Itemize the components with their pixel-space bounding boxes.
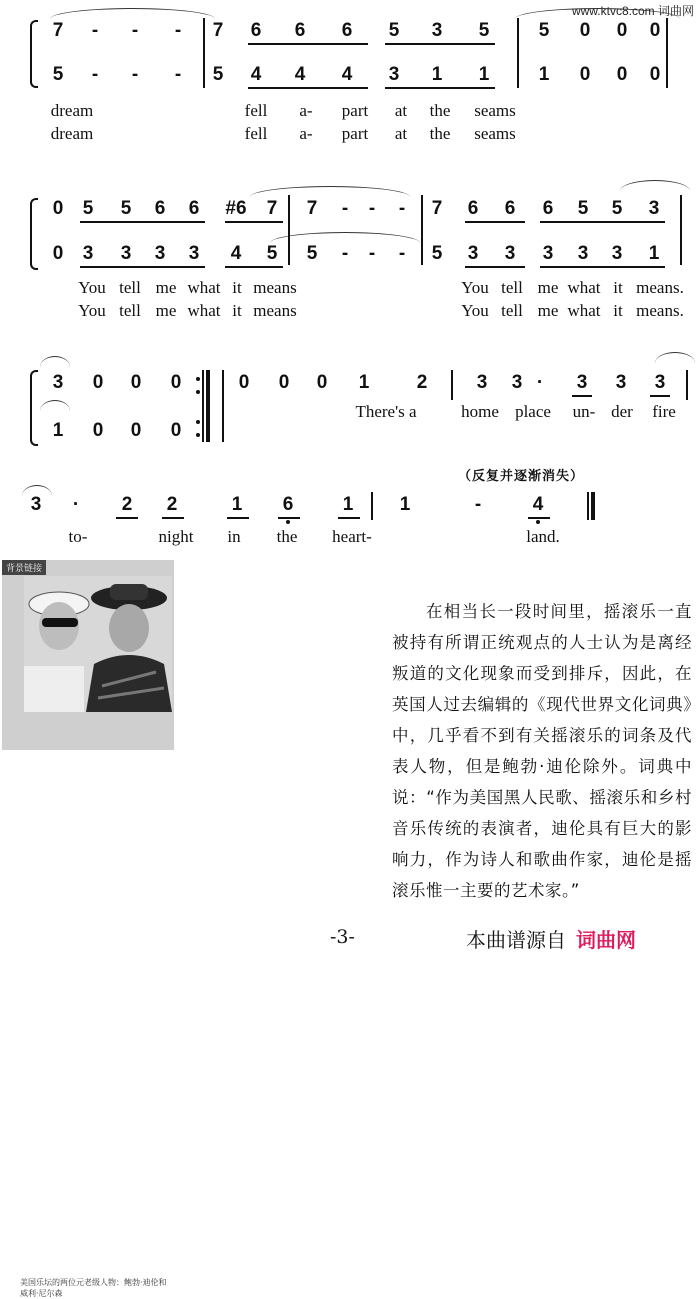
barline [288, 195, 290, 265]
lyric: me [155, 301, 177, 320]
system-brace [30, 20, 38, 88]
lyric: home [461, 402, 499, 421]
note: 0 [278, 372, 290, 393]
note: 0 [130, 372, 142, 393]
note: 4 [230, 243, 242, 264]
repeat-dot [196, 420, 200, 424]
lyric: to- [68, 527, 88, 546]
note: 0 [579, 64, 591, 85]
note: 0 [92, 372, 104, 393]
note: 3 [504, 243, 516, 264]
lyric: what [567, 278, 601, 297]
lyric: part [341, 101, 369, 120]
note: 5 [538, 20, 550, 41]
octave-dot [536, 520, 540, 524]
note: 0 [649, 64, 661, 85]
note: - [131, 64, 139, 85]
note: - [368, 198, 376, 219]
lyric: tell [119, 301, 141, 320]
lyric: means [253, 301, 297, 320]
note: 0 [579, 20, 591, 41]
repeat-dot [196, 390, 200, 394]
note: 5 [431, 243, 443, 264]
note: 6 [154, 198, 166, 219]
barline [222, 370, 224, 442]
barline [371, 492, 373, 520]
lyric: There's a [355, 402, 417, 421]
underline [465, 221, 525, 223]
note: 3 [388, 64, 400, 85]
system-brace [30, 198, 38, 270]
note: - [474, 494, 482, 515]
lyric: me [537, 301, 559, 320]
slur [655, 352, 695, 363]
lyric: the [429, 124, 451, 143]
note: 0 [170, 420, 182, 441]
lyric: seams [474, 124, 516, 143]
note: 5 [306, 243, 318, 264]
lyric: part [341, 124, 369, 143]
note: - [91, 20, 99, 41]
note: 0 [92, 420, 104, 441]
lyric: fire [652, 402, 676, 421]
underline [540, 221, 665, 223]
lyric: You [78, 278, 106, 297]
note: 3 [615, 372, 627, 393]
note: 3 [476, 372, 488, 393]
note: #6 [225, 198, 247, 219]
underline [80, 221, 205, 223]
underline [385, 43, 495, 45]
lyric: fell [244, 124, 268, 143]
note: 5 [266, 243, 278, 264]
note: 4 [532, 494, 544, 515]
underline [385, 87, 495, 89]
portrait-image [24, 576, 172, 712]
note: 6 [467, 198, 479, 219]
underline [540, 266, 665, 268]
lyric: seams [474, 101, 516, 120]
note: 5 [120, 198, 132, 219]
note: 0 [170, 372, 182, 393]
note: 3 [52, 372, 64, 393]
note: 5 [577, 198, 589, 219]
lyric: what [187, 278, 221, 297]
lyric: land. [526, 527, 560, 546]
lyric: me [537, 278, 559, 297]
note: 3 [154, 243, 166, 264]
note: 6 [542, 198, 554, 219]
note: 3 [542, 243, 554, 264]
note: 1 [431, 64, 443, 85]
underline [248, 87, 368, 89]
lyric: tell [501, 278, 523, 297]
slur [40, 400, 70, 411]
article-paragraph: 在相当长一段时间里，摇滚乐一直被持有所谓正统观点的人士认为是离经叛道的文化现象而受到排斥，因此，在英国人过去编辑的《现代世界文化词典》中，几乎看不到有关摇滚乐的词条及代表人物，但是鲍勃·迪伦除外。词典中说：“作为美国黑人民歌、摇滚乐和乡村音乐传统的表演者，迪伦具有巨大的影响力，作为诗人和歌曲作家，迪伦是摇滚乐惟一主要的艺术家。” [392, 602, 692, 900]
note: 6 [341, 20, 353, 41]
note: - [174, 20, 182, 41]
system-brace [30, 370, 38, 446]
note: 5 [52, 64, 64, 85]
note: 2 [416, 372, 428, 393]
note: 6 [188, 198, 200, 219]
note: 2 [121, 494, 133, 515]
repeat-dot [196, 377, 200, 381]
note: 5 [388, 20, 400, 41]
note: - [341, 243, 349, 264]
lyric: dream [50, 101, 94, 120]
lyric: means. [636, 278, 684, 297]
note: 3 [648, 198, 660, 219]
note: 1 [648, 243, 660, 264]
note: 0 [130, 420, 142, 441]
underline [650, 395, 670, 397]
lyric: what [567, 301, 601, 320]
lyric: fell [244, 101, 268, 120]
photo-caption: 美国乐坛的两位元老级人物：鲍勃·迪伦和威利·尼尔森 [20, 1278, 167, 1298]
lyric: at [394, 124, 408, 143]
slur [250, 186, 410, 197]
note: 6 [250, 20, 262, 41]
repeat-dot [196, 433, 200, 437]
note: 0 [238, 372, 250, 393]
underline [248, 43, 368, 45]
note: 0 [649, 20, 661, 41]
lyric: it [613, 301, 623, 320]
note: 3 [467, 243, 479, 264]
lyric: means. [636, 301, 684, 320]
lyric: un- [572, 402, 596, 421]
note: 1 [231, 494, 243, 515]
lyric: der [611, 402, 633, 421]
note: 7 [266, 198, 278, 219]
underline [225, 266, 283, 268]
slur [620, 180, 690, 191]
note: 6 [282, 494, 294, 515]
note: 5 [82, 198, 94, 219]
watermark-top: www.ktvc8.com 词曲网 [571, 4, 694, 18]
lyric: tell [119, 278, 141, 297]
note: 1 [342, 494, 354, 515]
slur [40, 356, 70, 367]
barline [203, 18, 205, 88]
note: · [72, 494, 80, 515]
barline [517, 18, 519, 88]
note: 6 [504, 198, 516, 219]
note: - [341, 198, 349, 219]
barline [680, 195, 682, 265]
lyric: it [232, 301, 242, 320]
note: - [131, 20, 139, 41]
note: 5 [212, 64, 224, 85]
slur [270, 232, 420, 243]
note: 3 [577, 243, 589, 264]
lyric: a- [299, 124, 313, 143]
lyric: at [394, 101, 408, 120]
source-credit [466, 924, 636, 953]
note: 7 [431, 198, 443, 219]
lyric: the [276, 527, 298, 546]
barline [451, 370, 453, 400]
note: 5 [478, 20, 490, 41]
note: 7 [52, 20, 64, 41]
note: 0 [52, 243, 64, 264]
repeat-barline-thick [206, 370, 210, 442]
note: 3 [654, 372, 666, 393]
underline [227, 517, 249, 519]
underline [116, 517, 138, 519]
underline [338, 517, 360, 519]
underline [572, 395, 592, 397]
lyric: dream [50, 124, 94, 143]
source-text: 本曲谱源自 [466, 928, 566, 952]
underline [278, 517, 300, 519]
lyric: it [613, 278, 623, 297]
note: 4 [250, 64, 262, 85]
note: - [398, 198, 406, 219]
note: 3 [82, 243, 94, 264]
note: 3 [188, 243, 200, 264]
lyric: it [232, 278, 242, 297]
performance-direction: （反复并逐渐消失） [458, 469, 585, 484]
lyric: night [158, 527, 194, 546]
note: 0 [616, 20, 628, 41]
note: 2 [166, 494, 178, 515]
underline [80, 266, 205, 268]
note: 5 [611, 198, 623, 219]
final-barline [587, 492, 589, 520]
background-photo [2, 560, 174, 1298]
note: 3 [611, 243, 623, 264]
note: 3 [431, 20, 443, 41]
lyric: You [78, 301, 106, 320]
note: 4 [294, 64, 306, 85]
note: 6 [294, 20, 306, 41]
underline [225, 221, 283, 223]
note: 7 [212, 20, 224, 41]
note: 3 [511, 372, 523, 393]
lyric: place [515, 402, 551, 421]
note: - [398, 243, 406, 264]
final-barline-thick [591, 492, 595, 520]
lyric: You [461, 278, 489, 297]
repeat-barline [202, 370, 204, 442]
lyric: means [253, 278, 297, 297]
note: 1 [538, 64, 550, 85]
note: - [174, 64, 182, 85]
note: 7 [306, 198, 318, 219]
lyric: a- [299, 101, 313, 120]
underline [528, 517, 550, 519]
note: 3 [30, 494, 42, 515]
note: 0 [52, 198, 64, 219]
barline [666, 18, 668, 88]
note: - [368, 243, 376, 264]
lyric: You [461, 301, 489, 320]
note: - [91, 64, 99, 85]
note: 3 [576, 372, 588, 393]
lyric: tell [501, 301, 523, 320]
octave-dot [286, 520, 290, 524]
source-brand[interactable]: 词曲网 [576, 928, 636, 952]
note: 3 [120, 243, 132, 264]
note: 1 [399, 494, 411, 515]
page-number: -3- [330, 926, 355, 948]
note: 0 [616, 64, 628, 85]
lyric: heart- [332, 527, 372, 546]
article-text [392, 596, 692, 926]
note: · [536, 372, 544, 393]
slur [50, 8, 215, 19]
lyric: what [187, 301, 221, 320]
barline [421, 195, 423, 265]
lyric: the [429, 101, 451, 120]
note: 4 [341, 64, 353, 85]
lyric: in [227, 527, 241, 546]
note: 1 [478, 64, 490, 85]
note: 1 [52, 420, 64, 441]
underline [162, 517, 184, 519]
barline [686, 370, 688, 400]
underline [465, 266, 525, 268]
photo-tag: 背景链接 [2, 560, 46, 575]
note: 1 [358, 372, 370, 393]
lyric: me [155, 278, 177, 297]
note: 0 [316, 372, 328, 393]
